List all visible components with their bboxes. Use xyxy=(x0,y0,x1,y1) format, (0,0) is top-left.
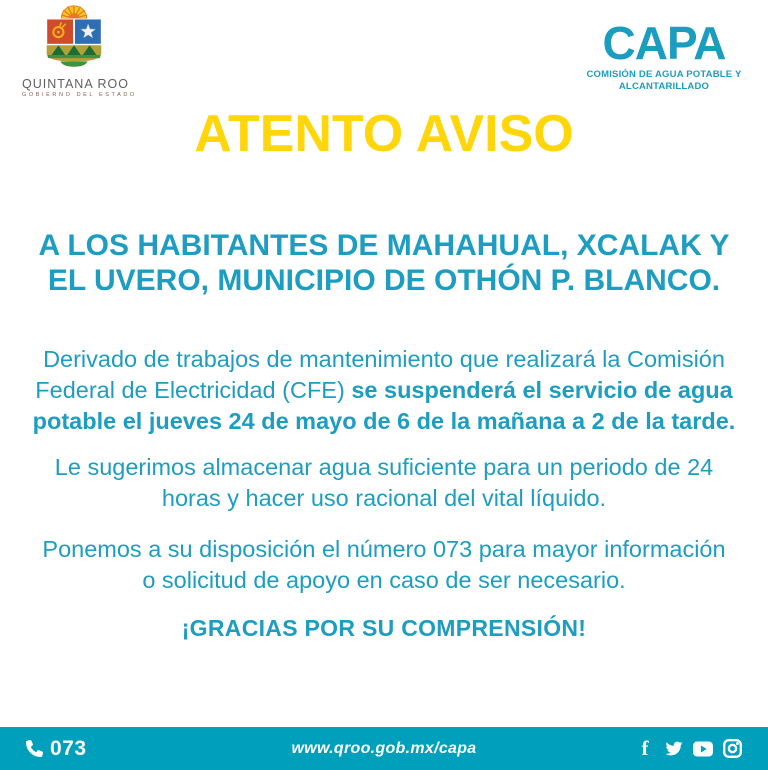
quintana-roo-logo xyxy=(22,4,137,98)
notice-heading xyxy=(0,228,768,298)
footer-website-link[interactable]: www.qroo.gob.mx/capa xyxy=(291,739,477,757)
paragraph-1-line3: potable el jueves 24 de mayo de 6 de la mañana a 2 de la tarde. xyxy=(32,408,736,434)
paragraph-3-line2: o solicitud de apoyo en caso de ser necesario. xyxy=(142,567,626,593)
notice-heading-line1: A LOS HABITANTES DE MAHAHUAL, XCALAK Y xyxy=(38,229,730,262)
paragraph-2-line2: horas y hacer uso racional del vital líquido. xyxy=(161,485,607,511)
footer-social-icons xyxy=(635,736,742,760)
instagram-icon[interactable] xyxy=(722,739,742,759)
paragraph-3-line1: Ponemos a su disposición el número 073 para mayor información xyxy=(42,536,726,562)
phone-icon xyxy=(26,740,43,757)
facebook-icon[interactable]: f xyxy=(641,736,649,760)
notice-paragraph-3 xyxy=(0,534,768,596)
capa-logo xyxy=(584,17,744,92)
footer-bar xyxy=(0,727,768,770)
footer-phone-number: 073 xyxy=(50,736,87,760)
paragraph-1-line1: Derivado de trabajos de mantenimiento que realizará la Comisión xyxy=(43,346,725,372)
notice-heading-line2: EL UVERO, MUNICIPIO DE OTHÓN P. BLANCO. xyxy=(47,264,721,297)
twitter-icon[interactable] xyxy=(664,739,684,759)
qroo-logo-subtitle: GOBIERNO DEL ESTADO xyxy=(22,92,137,98)
paragraph-1-line2: Federal de Electricidad (CFE) se suspenderá el servicio de agua xyxy=(35,377,733,403)
footer-phone xyxy=(26,737,87,761)
youtube-icon[interactable] xyxy=(693,739,713,759)
notice-closing: ¡GRACIAS POR SU COMPRENSIÓN! xyxy=(181,615,587,641)
qroo-logo-title: QUINTANA ROO xyxy=(22,77,129,91)
capa-logo-subtitle-line2: ALCANTARILLADO xyxy=(618,80,710,92)
notice-title: ATENTO AVISO xyxy=(194,105,574,163)
capa-logo-subtitle-line1: COMISIÓN DE AGUA POTABLE Y xyxy=(586,68,742,80)
paragraph-2-line1: Le sugerimos almacenar agua suficiente para un periodo de 24 xyxy=(54,454,714,480)
notice-paragraph-1 xyxy=(0,344,768,437)
notice-paragraph-2 xyxy=(0,452,768,514)
quintana-roo-coat-of-arms-icon xyxy=(35,4,113,70)
capa-logo-wordmark: CAPA xyxy=(602,17,726,69)
